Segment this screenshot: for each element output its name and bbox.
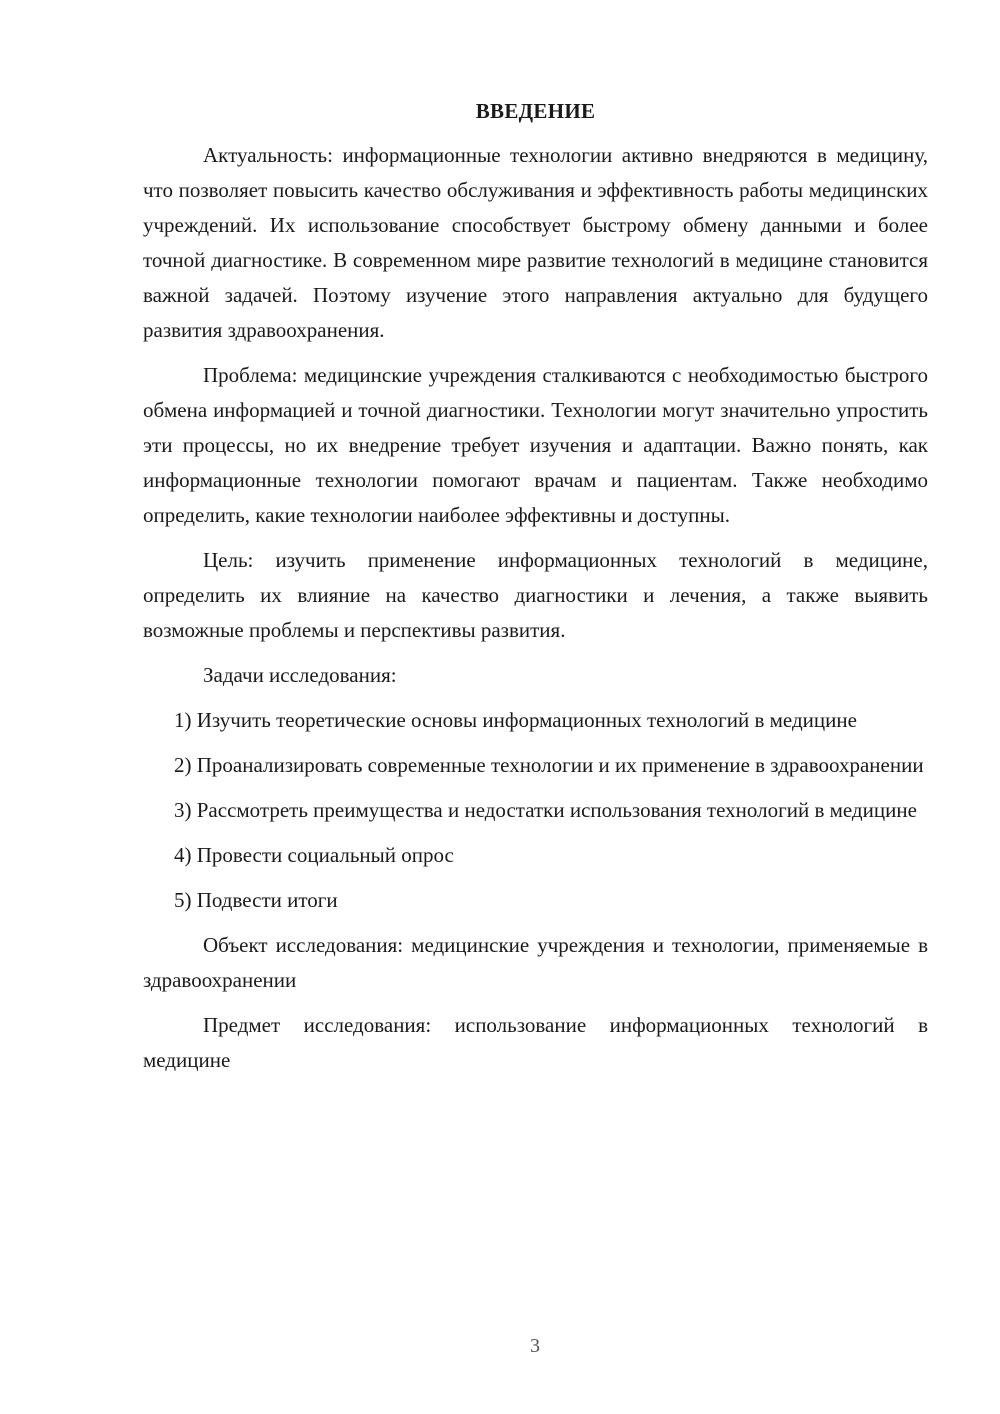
document-body xyxy=(143,96,928,1088)
tasks-heading: Задачи исследования: xyxy=(203,663,397,687)
task-item-2: 2) Проанализировать современные технологии и их применение в здравоохранении xyxy=(174,753,924,777)
page-title: ВВЕДЕНИЕ xyxy=(475,99,596,123)
task-item-3: 3) Рассмотреть преимущества и недостатки использования технологий в медицине xyxy=(174,798,917,822)
paragraph-goal: Цель: изучить применение информационных технологий в медицине, определить их влияние на качество диагностики и лечения, а также выявить возможные проблемы и перспективы развития. xyxy=(143,548,928,642)
task-item-1: 1) Изучить теоретические основы информационных технологий в медицине xyxy=(174,708,857,732)
paragraph-object: Объект исследования: медицинские учреждения и технологии, применяемые в здравоохранении xyxy=(143,933,928,992)
paragraph-problem: Проблема: медицинские учреждения сталкиваются с необходимостью быстрого обмена информацией и точной диагностики. Технологии могут значительно упростить эти процессы, но их внедрение требует изучения и адаптации. Важно понять, как информационные технологии помогают врачам и пациентам. Также необходимо определить, какие технологии наиболее эффективны и доступны. xyxy=(143,363,928,527)
page-number: 3 xyxy=(530,1335,540,1357)
task-item-5: 5) Подвести итоги xyxy=(174,888,338,912)
task-item-4: 4) Провести социальный опрос xyxy=(174,843,454,867)
paragraph-relevance: Актуальность: информационные технологии активно внедряются в медицину, что позволяет повысить качество обслуживания и эффективность работы медицинских учреждений. Их использование способствует быстрому обмену данными и более точной диагностике. В современном мире развитие технологий в медицине становится важной задачей. Поэтому изучение этого направления актуально для будущего развития здравоохранения. xyxy=(143,143,928,342)
paragraph-subject: Предмет исследования: использование информационных технологий в медицине xyxy=(143,1013,928,1072)
